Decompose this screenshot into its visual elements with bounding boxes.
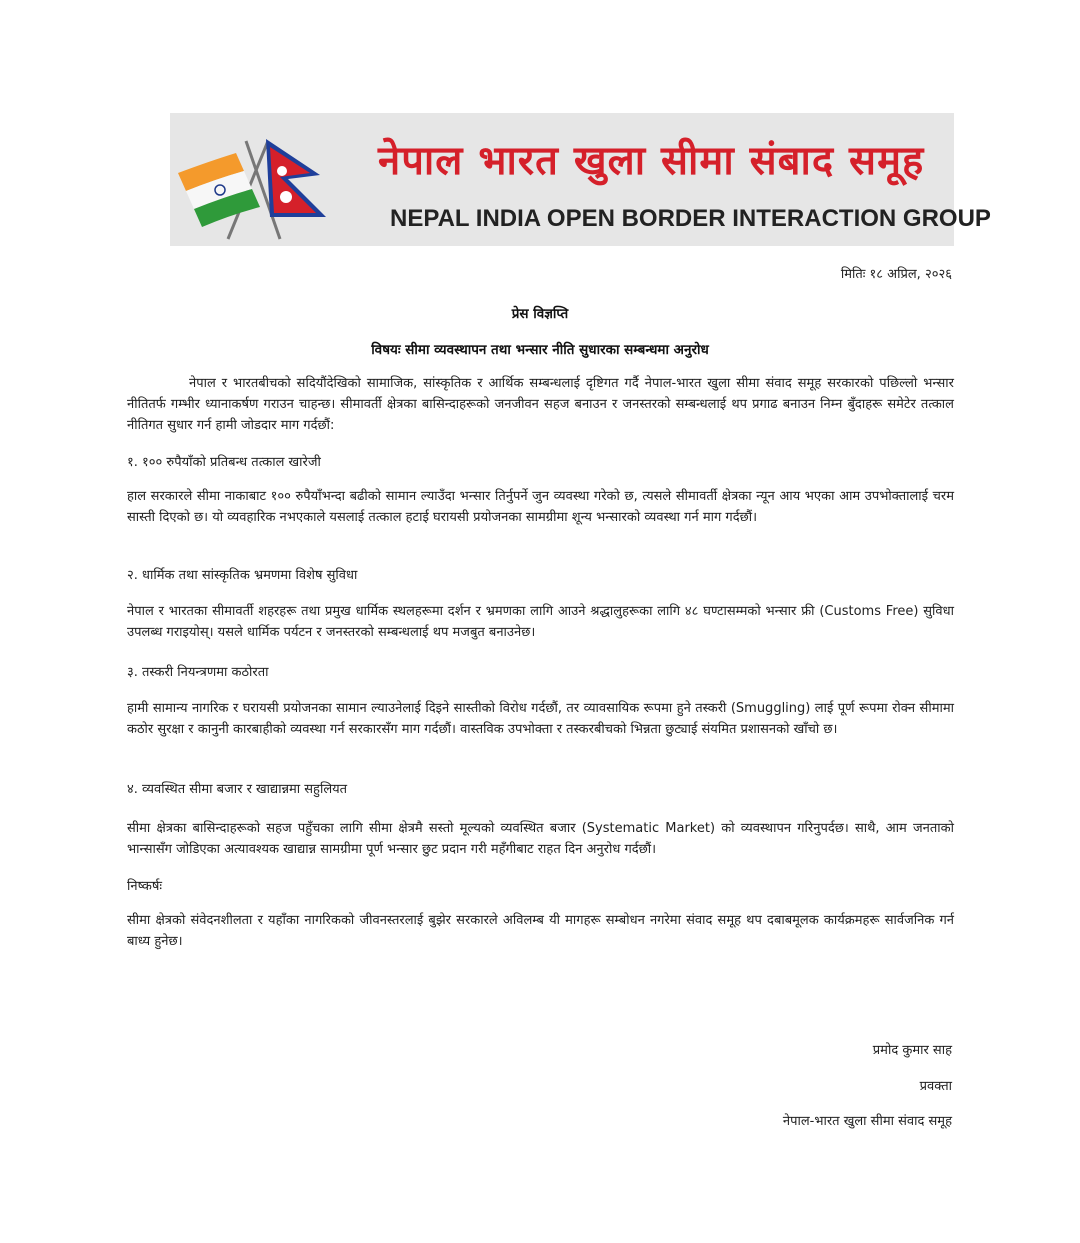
crossed-flags-icon (170, 113, 340, 246)
letterhead-title-nepali: नेपाल भारत खुला सीमा संबाद समूह (378, 138, 925, 184)
letterhead-banner (170, 113, 991, 246)
signatory-role: प्रवक्ता (919, 1079, 952, 1094)
point-4-title: ४. व्यवस्थित सीमा बजार र खाद्यान्नमा सहुलियत (127, 782, 348, 797)
conclusion-body: सीमा क्षेत्रको संवेदनशीलता र यहाँका नागरिकको जीवनस्तरलाई बुझेर सरकारले अविलम्ब यी मागहरू सम्बोधन नगरेमा संवाद समूह थप दबाबमूलक कार्यक्रमहरू सार्वजनिक गर्न बाध्य हुनेछ। (127, 913, 954, 949)
subject-line: विषयः सीमा व्यवस्थापन तथा भन्सार नीति सुधारका सम्बन्धमा अनुरोध (371, 342, 709, 358)
signatory-organization: नेपाल-भारत खुला सीमा संवाद समूह (782, 1114, 952, 1129)
point-2-body: नेपाल र भारतका सीमावर्ती शहरहरू तथा प्रमुख धार्मिक स्थलहरूमा दर्शन र भ्रमणका लागि आउने श्रद्धालुहरूका लागि ४८ घण्टासम्मको भन्सार फ्री (Customs Free) सुविधा उपलब्ध गराइयोस्। यसले धार्मिक पर्यटन र जनस्तरको सम्बन्धलाई थप मजबुत बनाउनेछ। (127, 604, 954, 640)
nepal-flag-icon (266, 139, 326, 217)
point-3-body: हामी सामान्य नागरिक र घरायसी प्रयोजनका सामान ल्याउनेलाई दिइने सास्तीको विरोध गर्दछौं, तर व्यावसायिक रूपमा हुने तस्करी (Smuggling) लाई पूर्ण रूपमा रोक्न सीमामा कठोर सुरक्षा र कानुनी कारबाहीको व्यवस्था गर्न सरकारसँग माग गर्दछौं। वास्तविक उपभोक्ता र तस्करबीचको भिन्नता छुट्याई संयमित प्रशासनको खाँचो छ। (127, 701, 954, 737)
point-1-title: १. १०० रुपैयाँको प्रतिबन्ध तत्काल खारेजी (127, 455, 321, 470)
india-flag-icon (178, 153, 260, 227)
intro-paragraph: नेपाल र भारतबीचको सदियौंदेखिको सामाजिक, सांस्कृतिक र आर्थिक सम्बन्धलाई दृष्टिगत गर्दै नेपाल-भारत खुला सीमा संवाद समूह सरकारको पछिल्लो भन्सार नीतितर्फ गम्भीर ध्यानाकर्षण गराउन चाहन्छ। सीमावर्ती क्षेत्रका बासिन्दाहरूको जनजीवन सहज बनाउन र जनस्तरको सम्बन्धलाई थप प्रगाढ बनाउन निम्न बुँदाहरू समेटेर तत्काल नीतिगत सुधार गर्न हामी जोडदार माग गर्दछौं: (127, 376, 954, 433)
document-date: मितिः १८ अप्रिल, २०२६ (840, 267, 952, 282)
point-4-body: सीमा क्षेत्रका बासिन्दाहरूको सहज पहुँचका लागि सीमा क्षेत्रमै सस्तो मूल्यको व्यवस्थित बजार (Systematic Market) को व्यवस्थापन गरिनुपर्दछ। साथै, आम जनताको भान्सासँग जोडिएका अत्यावश्यक खाद्यान्न सामग्रीमा पूर्ण भन्सार छुट प्रदान गरी महँगीबाट राहत दिन अनुरोध गर्दछौं। (127, 821, 954, 857)
point-1-body: हाल सरकारले सीमा नाकाबाट १०० रुपैयाँभन्दा बढीको सामान ल्याउँदा भन्सार तिर्नुपर्ने जुन व्यवस्था गरेको छ, त्यसले सीमावर्ती क्षेत्रका न्यून आय भएका आम उपभोक्तालाई चरम सास्ती दिएको छ। यो व्यवहारिक नभएकाले यसलाई तत्काल हटाई घरायसी प्रयोजनका सामग्रीमा शून्य भन्सारको व्यवस्था गर्न माग गर्दछौं। (127, 489, 954, 525)
point-3-title: ३. तस्करी नियन्त्रणमा कठोरता (127, 665, 269, 680)
signatory-name: प्रमोद कुमार साह (872, 1043, 952, 1058)
point-2-title: २. धार्मिक तथा सांस्कृतिक भ्रमणमा विशेष सुविधा (127, 568, 358, 583)
conclusion-label: निष्कर्षः (127, 879, 163, 894)
press-release-title: प्रेस विज्ञप्ति (511, 306, 569, 322)
letterhead-title-english: NEPAL INDIA OPEN BORDER INTERACTION GROUP (390, 205, 991, 232)
